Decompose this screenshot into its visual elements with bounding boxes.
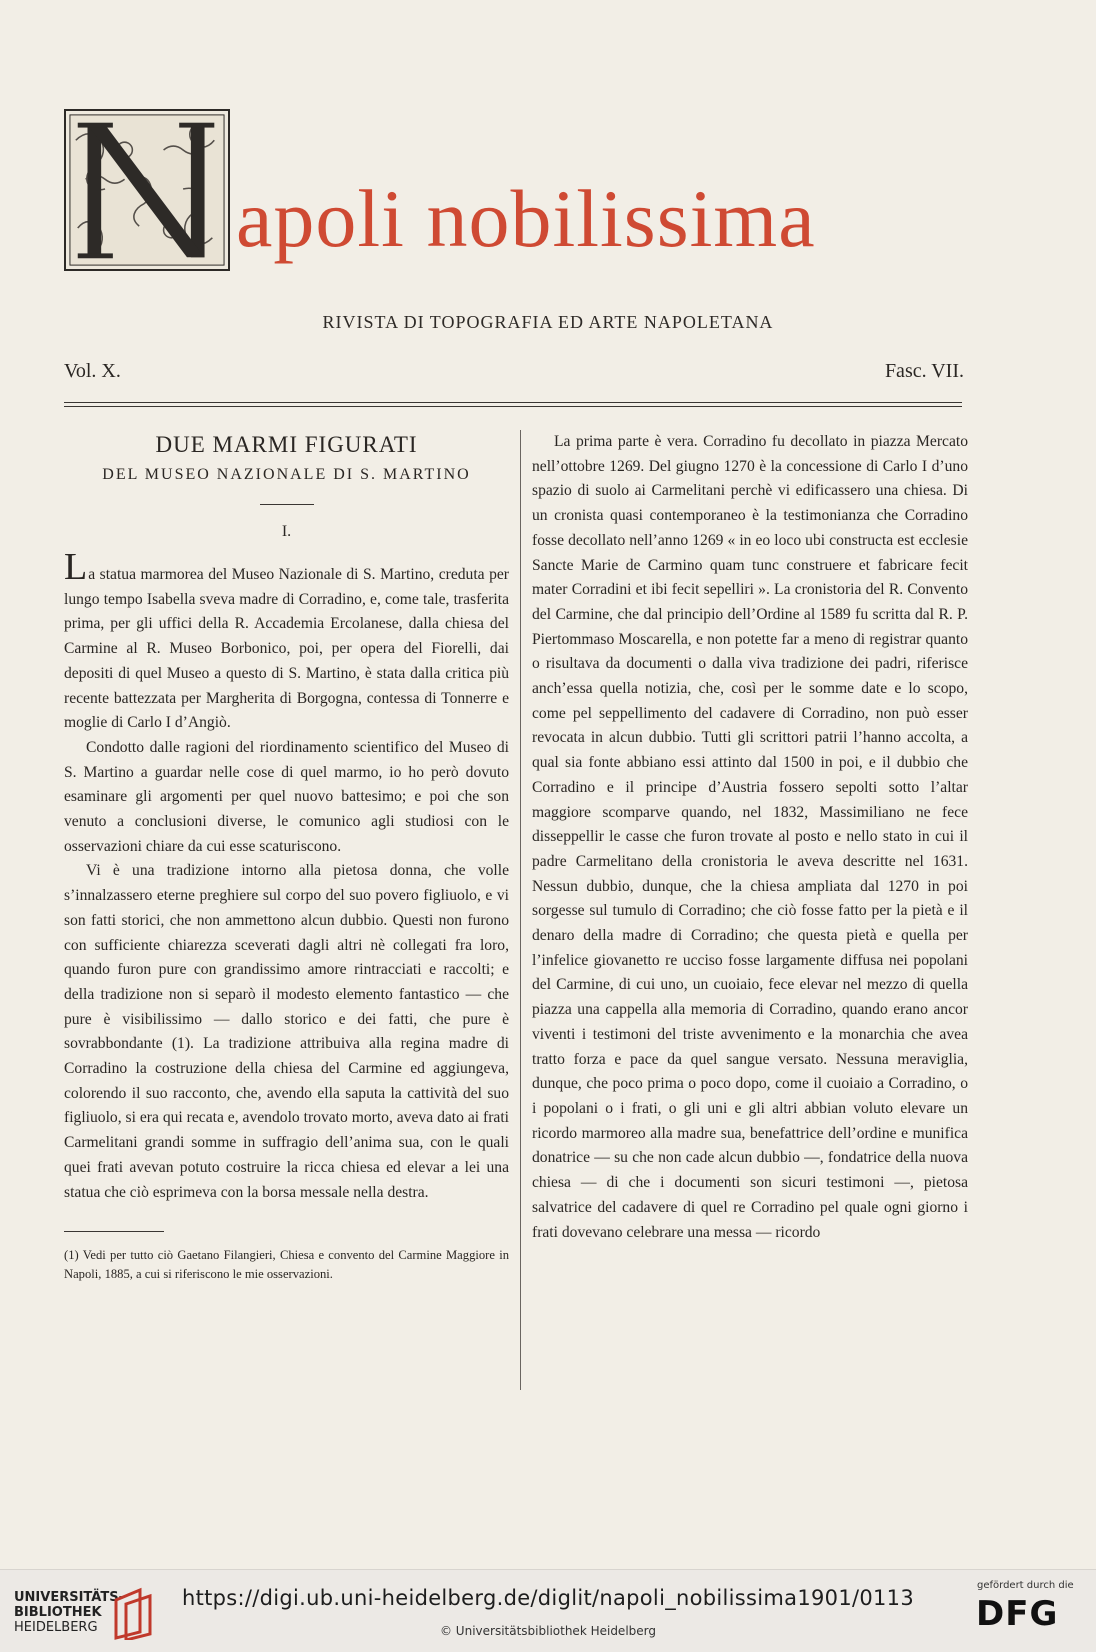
footnote: (1) Vedi per tutto ciò Gaetano Filangieri, Chiesa e convento del Carmine Maggiore in Napoli, 1885, a cui si riferiscono le mie osservazioni.	[64, 1248, 509, 1282]
volume-number: Vol. X.	[64, 360, 121, 382]
journal-title: apoli nobilissima	[236, 173, 816, 264]
viewer-footer	[0, 1569, 1096, 1652]
library-name-line-2: BIBLIOTHEK	[14, 1605, 102, 1620]
article-title: DUE MARMI FIGURATI	[155, 432, 418, 457]
permalink-url[interactable]: https://digi.ub.uni-heidelberg.de/diglit/napoli_nobilissima1901/0113	[181, 1586, 914, 1610]
fascicle-number: Fasc. VII.	[884, 360, 964, 382]
paragraph-3: Vi è una tradizione intorno alla pietosa donna, che volle s’innalzassero eterne preghiere sul corpo del suo povero figliuolo, e vi son fatti storici, che non ammettono alcun dubbio. Questi non furono con sufficiente chiarezza sceverati dagli altri nè collegati fra loro, quando furon pure con grandissimo amore rintracciati e raccolti; e della tradizione non si separò il modesto elemento fantastico — che pure è visibilissimo — dallo storico e dei fatti, che pure è sovrabbondante (1). La tradizione attribuiva alla regina madre di Corradino la costruzione della chiesa del Carmine ed aggiungeva, colorendo il suo racconto, che, avendo ella saputa la cattività del suo figliuolo, si era qui recata e, avendolo trovato morto, aveva dato ai frati Carmelitani grandi somme in suffragio dell’anima sua, con le quali quei frati avevan potuto costruire la ricca chiesa ed elevar a lei una statua che ciò esprimeva con la borsa messale nella destra.	[64, 862, 509, 1201]
library-name-line-3: HEIDELBERG	[14, 1620, 98, 1635]
left-column	[64, 430, 509, 1284]
dfg-logo[interactable]: DFG	[976, 1594, 1059, 1634]
header-rule-top	[64, 402, 962, 403]
paragraph-right-1: La prima parte è vera. Corradino fu decollato in piazza Mercato nell’ottobre 1269. Del giugno 1270 è la concessione di Carlo I d’uno spazio di suolo ai Carmelitani perchè vi edificassero una chiesa. Di un cronista quasi contemporaneo è la testimonianza che Corradino fosse decollato nell’anno 1269 « in eo loco ubi constructa est ecclesie Sancte Marie de Carmino quam tunc construere et fabricare fecit mater Corradini et ibi fecit sepelliri ». La cronistoria del R. Convento del Carmine, che dal principio dell’Ordine al 1589 fu scritta dal R. P. Piertommaso Moscarella, e non potette far a meno di registrar quanto o risultava da documenti o dalla viva tradizione dei padri, riferisce anch’essa quella notizia, che, così per le somme date e lo scopo, come pel seppellimento del cadavere di Corradino, non può esser revocata in alcun dubbio. Tutti gli scrittori patrii l’hanno accolta, a qual sia fonte abbiano essi attinto dal 1500 in poi, e il dubbio che Corradino e il principe d’Austria fossero sepolti sotto l’altar maggiore scomparve quando, nel 1832, Massimiliano ne fece disseppellir le casse che furon trovate al posto e nello stato in cui il padre Carmelitano della cronistoria le aveva descritte nel 1631. Nessun dubbio, dunque, che la chiesa ampliata dal 1270 in poi sorgesse sul tumulo di Corradino; che ciò fosse fatto per la pietà e il denaro della madre di Corradino; che questa pietà e quella per l’infelice giovanetto re ucciso fosse largamente diffusa nei popolani del Carmine, di cui uno, un cuoiaio, fece elevar nel mezzo di quella piazza una cappella alla memoria di Corradino, quando erano ancor viventi i testimoni del triste avvenimento e la monarchia che avea tratto forza e pace da quel sangue versato. Nessuna meraviglia, dunque, che poco prima o poco dopo, come il cuoiaio a Corradino, o i popolani o i frati, o gli uni e gli altri abbian voluto elevare un ricordo marmoreo alla madre sua, benefattrice dell’ordine e munifica donatrice — su che non cade alcun dubbio —, fondatrice della nuova chiesa — di che i documenti son sicuri testimoni —, pietosa salvatrice del cadavere di quel re Corradino pel quale ogni giorno i frati dovevano celebrare una messa — ricordo	[532, 433, 968, 1241]
paragraph-2: Condotto dalle ragioni del riordinamento scientifico del Museo di S. Martino a guardar nelle cose di quel marmo, io ho però dovuto esaminare gli argomenti per quel nuovo battesimo; e poi che son venuto a conclusioni diverse, le comunico agli studiosi con le osservazioni chiare da cui esse scaturiscono.	[64, 738, 509, 855]
article-subtitle: DEL MUSEO NAZIONALE DI S. MARTINO	[102, 466, 471, 483]
paragraph-1-text: a statua marmorea del Museo Nazionale di S. Martino, creduta per lungo tempo Isabella sveva madre di Corradino, e, come tale, trasferita prima, per gli uffici della R. Accademia Ercolanese, dalla chiesa del Carmine al R. Museo Borbonico, poi, per opera del Fiorelli, dai depositi di quel Museo a questo di S. Martino, è stata dalla critica più recente battezzata per Margherita di Borgogna, contessa di Tonnerre e moglie di Carlo I d’Angiò.	[64, 566, 509, 732]
paragraph-1	[64, 546, 509, 736]
copyright-notice: © Universitätsbibliothek Heidelberg	[439, 1624, 656, 1638]
right-column	[532, 430, 968, 1245]
journal-subtitle: RIVISTA DI TOPOGRAFIA ED ARTE NAPOLETANA	[322, 312, 774, 332]
header-rule-bottom	[64, 406, 962, 407]
title-divider	[260, 504, 314, 505]
funding-label: gefördert durch die	[977, 1580, 1074, 1591]
library-name-line-1: UNIVERSITÄTS-	[14, 1590, 124, 1605]
column-divider	[520, 430, 521, 1390]
drop-cap: L	[64, 546, 88, 588]
ornamental-initial-n-graphic	[66, 111, 228, 269]
section-number: I.	[281, 523, 292, 540]
footnote-divider	[64, 1231, 164, 1232]
ornamental-initial	[64, 109, 230, 271]
